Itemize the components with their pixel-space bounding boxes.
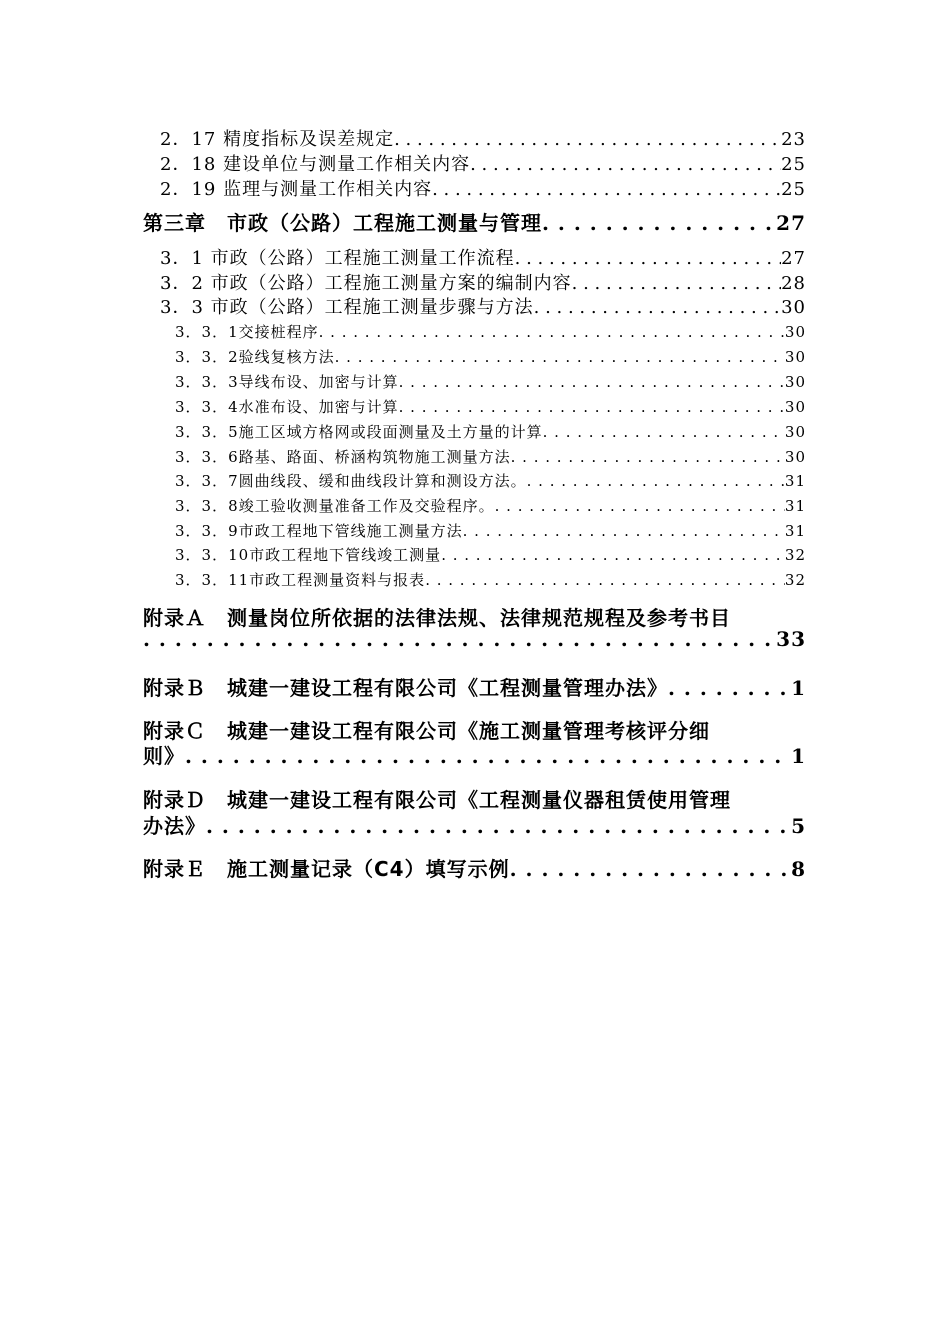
toc-entry-3-3-11[interactable] (175, 569, 806, 590)
toc-appendix-page: 33 (776, 627, 806, 651)
toc-entry-3-3-6[interactable] (175, 446, 806, 467)
toc-entry-page: 25 (781, 179, 806, 200)
dot-leader (425, 571, 785, 589)
toc-entry-title: 3．3．7圆曲线段、缓和曲线段计算和测设方法。 (175, 472, 527, 490)
toc-entry-page: 25 (781, 154, 806, 175)
toc-appendix-page: 1 (791, 744, 806, 768)
toc-entry-page: 28 (781, 273, 806, 294)
toc-entry-title: 3．3．3导线布设、加密与计算 (175, 373, 399, 391)
toc-entry-title: 2．17 精度指标及误差规定 (160, 129, 395, 150)
dot-leader (319, 323, 785, 341)
dot-leader (335, 348, 785, 366)
toc-entry-2-18[interactable] (160, 150, 806, 176)
toc-appendix-b[interactable] (143, 672, 806, 701)
toc-entry-page: 30 (784, 448, 806, 466)
toc-chapter-title: 第三章 市政（公路）工程施工测量与管理 (143, 211, 542, 235)
toc-appendix-title: 附录Ｂ 城建一建设工程有限公司《工程测量管理办法》 (143, 676, 668, 700)
toc-entry-page: 32 (784, 546, 806, 564)
dot-leader (510, 857, 791, 881)
dot-leader (511, 448, 785, 466)
toc-entry-page: 32 (784, 571, 806, 589)
toc-entry-page: 30 (784, 398, 806, 416)
toc-appendix-d-line1[interactable]: 附录Ｄ 城建一建设工程有限公司《工程测量仪器租赁使用管理 (143, 788, 731, 812)
dot-leader (495, 497, 785, 515)
toc-entry-3-3-10[interactable] (175, 544, 806, 565)
toc-entry-title: 3．3．5施工区域方格网或段面测量及土方量的计算 (175, 423, 543, 441)
toc-appendix-title-cont: 办法》 (143, 814, 206, 838)
toc-entry-3-1[interactable] (160, 244, 806, 270)
toc-appendix-d[interactable] (143, 810, 806, 839)
dot-leader (143, 627, 776, 651)
dot-leader (572, 273, 781, 294)
dot-leader (441, 546, 785, 564)
toc-entry-page: 27 (781, 248, 806, 269)
toc-appendix-a-line1[interactable]: 附录Ａ 测量岗位所依据的法律法规、法律规范规程及参考书目 (143, 606, 731, 630)
toc-entry-page: 31 (784, 522, 806, 540)
toc-entry-page: 30 (784, 373, 806, 391)
toc-entry-3-3-3[interactable] (175, 371, 806, 392)
dot-leader (534, 297, 781, 318)
toc-entry-2-19[interactable] (160, 175, 806, 201)
toc-appendix-title: 附录Ｅ 施工测量记录（C4）填写示例 (143, 857, 510, 881)
dot-leader (394, 129, 781, 150)
toc-entry-title: 3．3．4水准布设、加密与计算 (175, 398, 399, 416)
dot-leader (470, 154, 781, 175)
toc-entry-3-3-4[interactable] (175, 396, 806, 417)
toc-entry-page: 30 (784, 323, 806, 341)
dot-leader (668, 676, 791, 700)
dot-leader (399, 373, 785, 391)
toc-appendix-page: 8 (791, 857, 806, 881)
dot-leader (399, 398, 785, 416)
toc-chapter-page: 27 (776, 211, 806, 235)
toc-entry-title: 3．3．6路基、路面、桥涵构筑物施工测量方法 (175, 448, 511, 466)
toc-entry-page: 23 (781, 129, 806, 150)
dot-leader (542, 211, 776, 235)
toc-entry-title: 3．3．2验线复核方法 (175, 348, 335, 366)
toc-appendix-c[interactable] (143, 740, 806, 769)
dot-leader (543, 423, 785, 441)
toc-appendix-page: 1 (791, 676, 806, 700)
dot-leader (185, 744, 791, 768)
toc-entry-page: 30 (781, 297, 806, 318)
dot-leader (463, 522, 785, 540)
dot-leader (432, 179, 781, 200)
toc-appendix-page: 5 (791, 814, 806, 838)
dot-leader (206, 814, 791, 838)
toc-entry-3-3-8[interactable] (175, 495, 806, 516)
toc-chapter-3[interactable] (143, 207, 806, 236)
toc-appendix-e[interactable] (143, 853, 806, 882)
toc-entry-title: 2．18 建设单位与测量工作相关内容 (160, 154, 471, 175)
toc-entry-3-3-7[interactable] (175, 470, 806, 491)
toc-entry-title: 3．3．8竣工验收测量准备工作及交验程序。 (175, 497, 495, 515)
toc-entry-3-3-1[interactable] (175, 321, 806, 342)
toc-entry-3-3-9[interactable] (175, 520, 806, 541)
toc-entry-page: 30 (784, 348, 806, 366)
toc-entry-title: 3．3．11市政工程测量资料与报表 (175, 571, 426, 589)
toc-appendix-a[interactable] (143, 627, 806, 651)
toc-entry-title: 3．3．10市政工程地下管线竣工测量 (175, 546, 442, 564)
toc-appendix-title-cont: 则》 (143, 744, 185, 768)
dot-leader (527, 472, 785, 490)
toc-entry-3-3[interactable] (160, 293, 806, 319)
toc-entry-page: 31 (784, 472, 806, 490)
toc-entry-page: 31 (784, 497, 806, 515)
toc-entry-title: 2．19 监理与测量工作相关内容 (160, 179, 433, 200)
toc-entry-3-3-2[interactable] (175, 346, 806, 367)
toc-entry-3-3-5[interactable] (175, 421, 806, 442)
toc-appendix-c-line1[interactable]: 附录Ｃ 城建一建设工程有限公司《施工测量管理考核评分细 (143, 719, 710, 743)
toc-entry-title: 3．3．9市政工程地下管线施工测量方法 (175, 522, 463, 540)
dot-leader (515, 248, 781, 269)
toc-entry-title: 3．1 市政（公路）工程施工测量工作流程 (160, 248, 515, 269)
toc-entry-3-2[interactable] (160, 269, 806, 295)
toc-entry-title: 3．3．1交接桩程序 (175, 323, 319, 341)
toc-entry-title: 3．3 市政（公路）工程施工测量步骤与方法 (160, 297, 534, 318)
toc-entry-2-17[interactable] (160, 125, 806, 151)
toc-entry-page: 30 (784, 423, 806, 441)
toc-entry-title: 3．2 市政（公路）工程施工测量方案的编制内容 (160, 273, 572, 294)
